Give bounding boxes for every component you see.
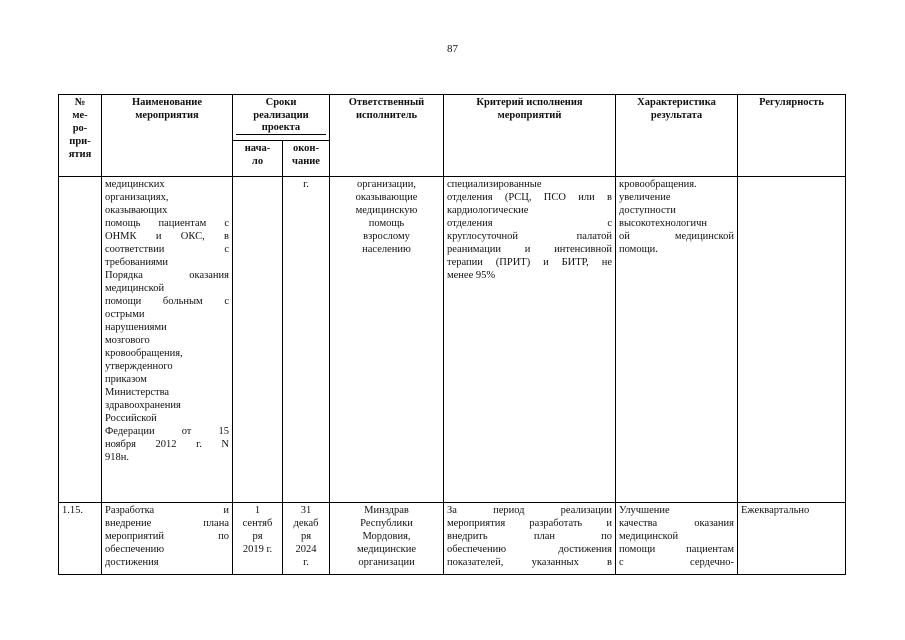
row2-result: Улучшение качества оказания медицинской помощи пациентам с сердечно- (616, 503, 738, 575)
header-terms: Сроки реализации проекта (233, 95, 330, 141)
row2-num: 1.15. (59, 503, 102, 575)
row1-criterion: специализированные отделения (РСЦ, ПСО или в кардиологические отделения с круглосуточной палатой реанимации и интенсивной терапии (ПРИТ) и БИТР, не менее 95% (444, 177, 616, 503)
row2-start: 1 сентяб ря 2019 г. (233, 503, 283, 575)
row1-responsible: организации, оказывающие медицинскую помощь взрослому населению (330, 177, 444, 503)
measures-table (58, 94, 846, 575)
header-start: нача- ло (233, 141, 283, 177)
row1-regularity (738, 177, 846, 503)
row2-end: 31 декаб ря 2024 г. (283, 503, 330, 575)
header-criterion: Критерий исполнения мероприятий (444, 95, 616, 177)
row1-start (233, 177, 283, 503)
row1-num (59, 177, 102, 503)
page-number: 87 (447, 43, 458, 55)
row1-end: г. (283, 177, 330, 503)
header-end: окон- чание (283, 141, 330, 177)
row1-result: кровообращения. увеличение доступности высокотехнологичн ой медицинской помощи. (616, 177, 738, 503)
row2-responsible: Минздрав Республики Мордовия, медицинские организации (330, 503, 444, 575)
header-responsible: Ответственный исполнитель (330, 95, 444, 177)
row2-regularity: Ежеквартально (738, 503, 846, 575)
header-regularity: Регулярность (738, 95, 846, 177)
header-name: Наименование мероприятия (102, 95, 233, 177)
row2-criterion: За период реализации мероприятия разработать и внедрить план по обеспечению достижения показателей, указанных в (444, 503, 616, 575)
table-row (59, 503, 846, 575)
row1-name: медицинских организациях, оказывающих помощь пациентам с ОНМК и ОКС, в соответствии с требованиями Порядка оказания медицинской помощи больным с острыми нарушениями мозгового кровообращения, утвержденного приказом Министерства здравоохранения Российской Федерации от 15 ноября 2012 г. N 918н. (102, 177, 233, 503)
header-num: № ме- ро- при- ятия (59, 95, 102, 177)
row2-name: Разработка и внедрение плана мероприятий по обеспечению достижения (102, 503, 233, 575)
header-result: Характеристика результата (616, 95, 738, 177)
table-row (59, 177, 846, 503)
